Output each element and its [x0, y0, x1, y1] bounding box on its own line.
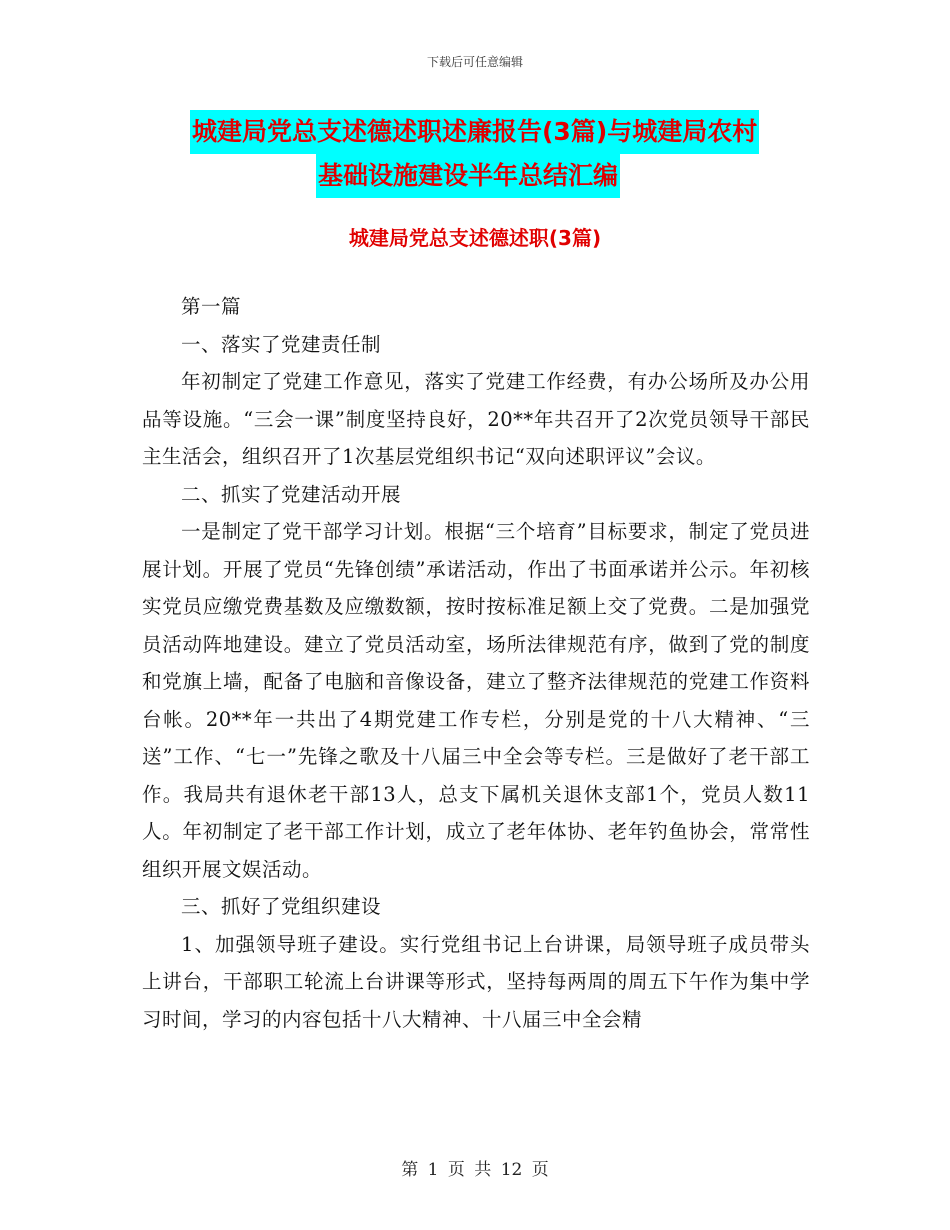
- paragraph-body-2: 一是制定了党干部学习计划。根据“三个培育”目标要求，制定了党员进展计划。开展了党员“先锋创绩”承诺活动，作出了书面承诺并公示。年初核实党员应缴党费基数及应缴数额，按时按标准足额上交了党费。二是加强党员活动阵地建设。建立了党员活动室，场所法律规范有序，做到了党的制度和党旗上墙，配备了电脑和音像设备，建立了整齐法律规范的党建工作资料台帐。20**年一共出了4期党建工作专栏，分别是党的十八大精神、“三送”工作、“七一”先锋之歌及十八届三中全会等专栏。三是做好了老干部工作。我局共有退休老干部13人，总支下属机关退休支部1个，党员人数11人。年初制定了老干部工作计划，成立了老年体协、老年钓鱼协会，常常性组织开展文娱活动。: [142, 520, 810, 881]
- document-title-line-1: 城建局党总支述德述职述廉报告(3篇)与城建局农村: [190, 110, 759, 154]
- page-number-footer: 第 1 页 共 12 页: [401, 1160, 549, 1180]
- paragraph-heading-1: 一、落实了党建责任制: [181, 332, 382, 356]
- body-text: [142, 288, 810, 1038]
- section-title: 城建局党总支述德述职(3篇): [348, 226, 602, 250]
- header-note: 下载后可任意编辑: [426, 55, 523, 69]
- paragraph-part-heading: 第一篇: [181, 295, 242, 318]
- paragraph-heading-3: 三、抓好了党组织建设: [181, 895, 382, 918]
- paragraph-body-3: 1、加强领导班子建设。实行党组书记上台讲课，局领导班子成员带头上讲台，干部职工轮流上台讲课等形式，坚持每两周的周五下午作为集中学习时间，学习的内容包括十八大精神、十八届三中全会精: [142, 932, 810, 1031]
- paragraph-body-1: 年初制定了党建工作意见，落实了党建工作经费，有办公场所及办公用品等设施。“三会一课”制度坚持良好，20**年共召开了2次党员领导干部民主生活会，组织召开了1次基层党组织书记“双向述职评议”会议。: [142, 370, 810, 468]
- document-title-line-2: 基础设施建设半年总结汇编: [316, 154, 620, 198]
- document-title: [190, 110, 830, 198]
- paragraph-heading-2: 二、抓实了党建活动开展: [181, 482, 402, 506]
